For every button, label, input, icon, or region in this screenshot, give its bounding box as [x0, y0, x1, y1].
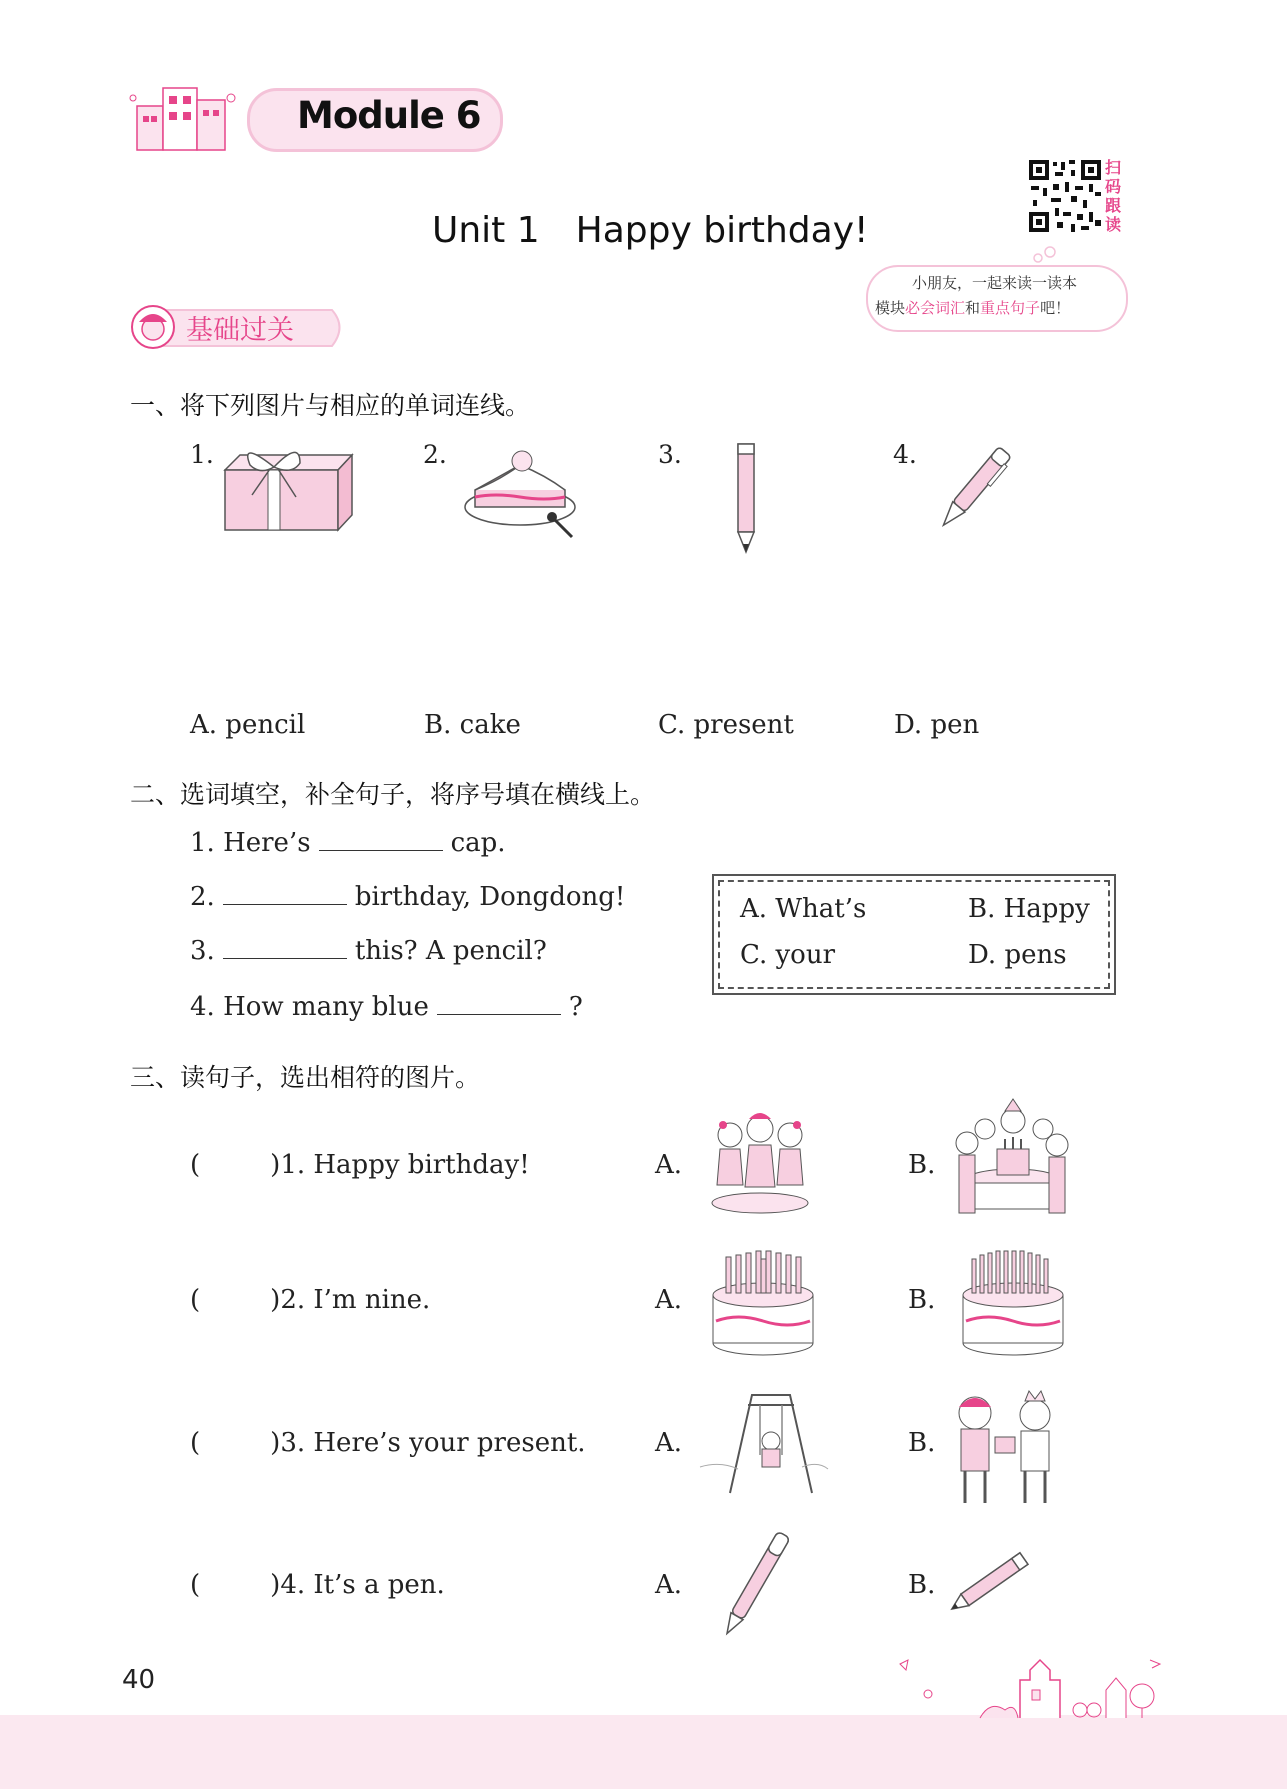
- buildings-icon: [127, 78, 247, 158]
- answer-paren[interactable]: ( )1. Happy birthday!: [190, 1150, 530, 1180]
- unit-title: [432, 210, 868, 251]
- part1-item-num: 3.: [658, 440, 682, 469]
- cake-nine-candles-icon[interactable]: [708, 1243, 818, 1358]
- option-a-label: A.: [655, 1570, 683, 1600]
- option-b-label: B.: [908, 1428, 936, 1458]
- box-option: A. What’s: [740, 894, 867, 924]
- pencil-icon[interactable]: [945, 1540, 1045, 1620]
- box-option: C. your: [740, 940, 836, 970]
- unit-number: Unit 1: [432, 210, 540, 251]
- question-text: 4. It’s a pen.: [280, 1570, 445, 1600]
- part1-item-num: 1.: [190, 440, 214, 469]
- module-title: Module 6: [297, 94, 481, 137]
- answer-paren[interactable]: ( )4. It’s a pen.: [190, 1570, 445, 1600]
- answer-paren[interactable]: ( )3. Here’s your present.: [190, 1428, 586, 1458]
- gift-box-icon[interactable]: [220, 445, 355, 535]
- option-b-label: B.: [908, 1285, 936, 1315]
- bubble-tail-icon: [1030, 240, 1070, 264]
- question-text: 3. Here’s your present.: [280, 1428, 586, 1458]
- answer-blank[interactable]: [319, 828, 443, 851]
- answer-blank[interactable]: [223, 936, 347, 959]
- question-3: 3. this? A pencil?: [190, 936, 547, 966]
- bubble-line-1: 小朋友，一起来读一读本: [912, 274, 1078, 292]
- part1-item-num: 2.: [423, 440, 447, 469]
- box-option: B. Happy: [968, 894, 1090, 924]
- word-choice-box: [718, 880, 1110, 989]
- question-2: 2. birthday, Dongdong!: [190, 882, 626, 912]
- pen-icon[interactable]: [710, 1525, 800, 1645]
- page-number: 40: [122, 1665, 156, 1695]
- answer-paren[interactable]: ( )2. I’m nine.: [190, 1285, 431, 1315]
- swing-icon[interactable]: [690, 1385, 830, 1500]
- castle-decoration-icon: [880, 1650, 1180, 1720]
- answer-blank[interactable]: [437, 992, 561, 1015]
- cake-many-candles-icon[interactable]: [958, 1243, 1068, 1358]
- option-b-label: B.: [908, 1570, 936, 1600]
- question-text: 2. I’m nine.: [280, 1285, 431, 1315]
- option-a-label: A.: [655, 1428, 683, 1458]
- answer-blank[interactable]: [223, 882, 347, 905]
- option-a-label: A.: [655, 1285, 683, 1315]
- box-option: D. pens: [968, 940, 1067, 970]
- pen-icon[interactable]: [928, 440, 1018, 540]
- word-option: D. pen: [894, 710, 980, 740]
- question-1: 1. Here’s cap.: [190, 828, 506, 858]
- qr-label: 扫 码 跟 读: [1105, 158, 1122, 234]
- bubble-line-2: 模块必会词汇和重点句子吧！: [875, 299, 1071, 317]
- word-option: C. present: [658, 710, 794, 740]
- birthday-party-table-icon[interactable]: [945, 1103, 1080, 1221]
- option-b-label: B.: [908, 1150, 936, 1180]
- part1-item-num: 4.: [893, 440, 917, 469]
- pencil-icon[interactable]: [732, 440, 762, 555]
- part3-title: 三、读句子，选出相符的图片。: [130, 1063, 481, 1092]
- option-a-label: A.: [655, 1150, 683, 1180]
- kids-party-icon[interactable]: [705, 1105, 815, 1215]
- qr-code-icon[interactable]: [1027, 158, 1103, 234]
- question-4: 4. How many blue ?: [190, 992, 583, 1022]
- part2-title: 二、选词填空，补全句子，将序号填在横线上。: [130, 780, 656, 809]
- word-option: B. cake: [424, 710, 521, 740]
- giving-present-icon[interactable]: [945, 1385, 1065, 1510]
- part1-title: 一、将下列图片与相应的单词连线。: [130, 391, 531, 420]
- question-text: 1. Happy birthday!: [280, 1150, 530, 1180]
- footer-band: [0, 1715, 1287, 1789]
- cake-slice-icon[interactable]: [460, 445, 590, 545]
- word-option: A. pencil: [190, 710, 306, 740]
- section-badge-label: 基础过关: [186, 315, 294, 346]
- unit-name: Happy birthday!: [575, 210, 869, 251]
- module-banner: [127, 78, 507, 158]
